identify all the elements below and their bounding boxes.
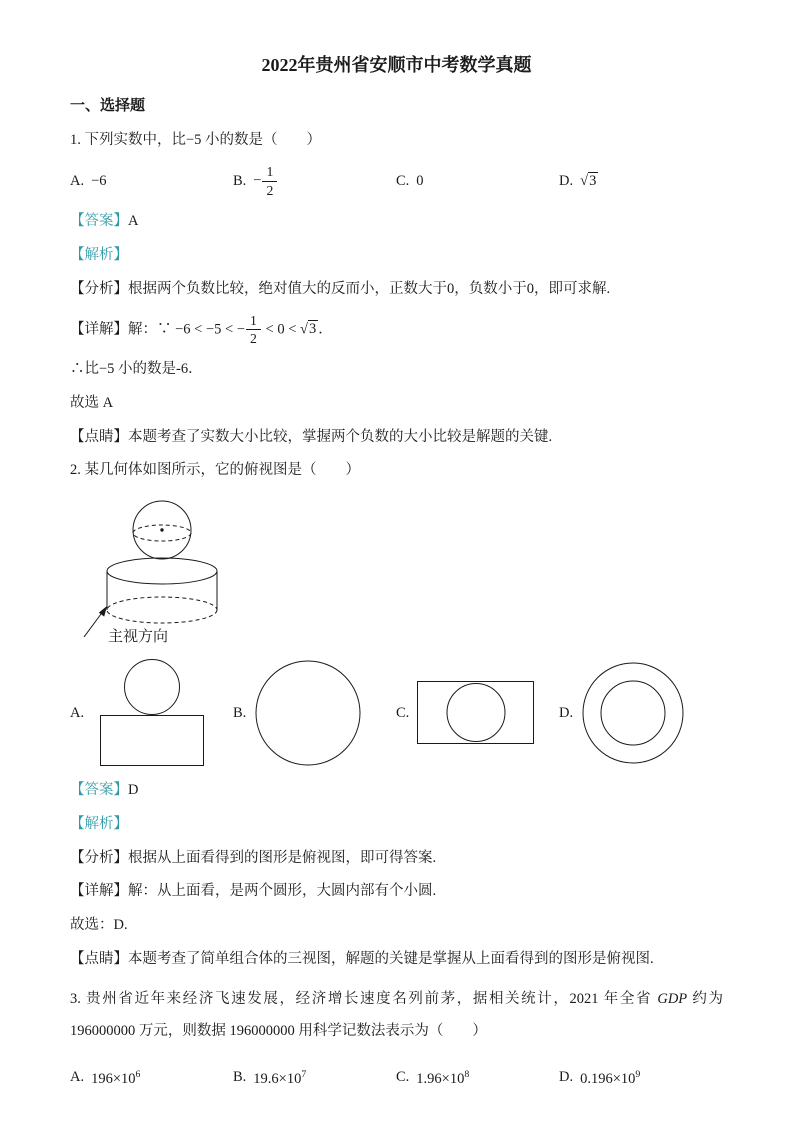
q3-option-d-base: 0.196×10 (580, 1070, 636, 1087)
q1-answer-line (70, 211, 723, 233)
fenxi-label: 【分析】 (70, 280, 128, 297)
fenxi-label: 【分析】 (70, 849, 128, 866)
q2-option-b-label: B. (233, 704, 247, 721)
q3-option-d-label: D. (559, 1069, 574, 1086)
q3-stem (70, 983, 723, 1048)
q2-note-text: 本题考查了简单组合体的三视图，解题的关键是掌握从上面看得到的图形是俯视图. (128, 950, 654, 967)
q1-option-c-label: C. (396, 172, 410, 189)
dianjing-label: 【点睛】 (70, 950, 128, 967)
q2-options (70, 658, 723, 768)
q1-option-b-label: B. (233, 172, 247, 189)
jiexi-label: 【解析】 (70, 815, 128, 832)
q1-detail-seg2: < 0 < (265, 321, 297, 338)
q3-stem-part1: 3. 贵州省近年来经济飞速发展，经济增长速度名列前茅，据相关统计，2021 年全省 (70, 990, 658, 1007)
answer-label: 【答案】 (70, 213, 128, 230)
q1-option-b (233, 164, 396, 199)
sphere-on-cylinder-figure (74, 494, 286, 644)
xiangjie-label: 【详解】 (70, 883, 128, 900)
q3-option-c-base: 1.96×10 (416, 1070, 465, 1087)
section-heading: 一、选择题 (70, 98, 146, 114)
large-circle-figure (254, 659, 362, 767)
q3-option-c-exponent: 8 (464, 1068, 470, 1080)
q2-solid-figure (74, 494, 723, 644)
q2-note-line (70, 949, 723, 971)
fraction (246, 313, 261, 348)
fraction-denominator: 2 (266, 182, 274, 198)
q3-option-c (396, 1069, 559, 1088)
q1-options (70, 163, 723, 199)
q3-option-b-value (253, 1069, 306, 1088)
q3-options (70, 1060, 723, 1096)
q1-note-line (70, 427, 723, 449)
sphere-center-dot (160, 528, 163, 531)
q1-jiexi-line (70, 245, 723, 267)
q2-option-d (559, 661, 685, 765)
q3-option-d (559, 1069, 640, 1088)
jiexi-label: 【解析】 (70, 247, 128, 263)
q2-answer-line (70, 780, 723, 802)
minus-sign: − (253, 172, 262, 189)
radicand: 3 (308, 321, 317, 338)
concentric-circles-figure (581, 661, 685, 765)
q1-option-c-value: 0 (416, 172, 424, 189)
xiangjie-label: 【详解】 (70, 321, 128, 338)
view-direction-arrow (84, 606, 107, 637)
answer-label: 【答案】 (70, 782, 128, 799)
q3-option-a-base: 196×10 (91, 1070, 136, 1087)
q1-answer-value: A (128, 213, 139, 230)
q1-detail-seg1: −6 < −5 < − (175, 321, 246, 338)
sqrt-expression (580, 173, 598, 190)
q2-option-a (70, 658, 233, 768)
circle-on-rectangle-figure (92, 658, 208, 768)
q3-option-d-value (580, 1069, 640, 1088)
q3-stem-part2: 约为 196000000 万元，则数据 196000000 用科学记数法表示为（ ） (70, 990, 724, 1040)
q2-option-a-label: A. (70, 704, 85, 721)
page-title: 2022年贵州省安顺市中考数学真题 (261, 55, 532, 75)
q2-choose: 故选：D. (70, 917, 128, 934)
q1-fenxi-text: 根据两个负数比较，绝对值大的反而小，正数大于0，负数小于0，即可求解. (128, 280, 611, 297)
fraction (262, 164, 277, 199)
q1-option-c (396, 173, 559, 190)
q1-detail-end: ． (318, 321, 333, 338)
q2-answer-value: D (128, 782, 139, 799)
q1-option-a-label: A. (70, 172, 85, 189)
q1-note-text: 本题考查了实数大小比较，掌握两个负数的大小比较是解题的关键. (128, 428, 553, 445)
dianjing-label: 【点睛】 (70, 428, 128, 445)
q1-option-d-label: D. (559, 172, 574, 189)
q3-option-b-label: B. (233, 1069, 247, 1086)
q1-stem: 1. 下列实数中，比−5 小的数是（ ） (70, 131, 322, 148)
q3-gdp-term: GDP (657, 990, 688, 1007)
radicand: 3 (589, 172, 597, 189)
q1-option-d (559, 173, 598, 190)
q2-option-c-label: C. (396, 704, 410, 721)
q1-detail-pre: 解：∵ (128, 321, 172, 338)
q2-option-d-label: D. (559, 704, 574, 721)
q1-fenxi-line (70, 279, 723, 301)
q3-option-d-exponent: 9 (635, 1068, 641, 1080)
q2-stem: 2. 某几何体如图所示，它的俯视图是（ ） (70, 462, 360, 479)
fraction-denominator: 2 (250, 331, 257, 347)
q2-option-c (396, 680, 559, 746)
q2-jiexi-line (70, 814, 723, 836)
q2-detail-line (70, 881, 723, 903)
q1-choose: 故选 A (70, 394, 114, 411)
q1-conclusion: ∴比−5 小的数是-6． (70, 361, 203, 378)
q3-option-c-label: C. (396, 1069, 410, 1086)
circle-in-rectangle-figure (417, 680, 535, 746)
q2-fenxi-text: 根据从上面看得到的图形是俯视图，即可得答案. (128, 849, 437, 866)
view-direction-label: 主视方向 (108, 629, 169, 645)
radical-sign: √ (580, 172, 589, 189)
q3-option-b-base: 19.6×10 (253, 1070, 302, 1087)
q1-option-a-value: −6 (91, 172, 107, 189)
q3-option-a-exponent: 6 (135, 1068, 141, 1080)
q1-option-a (70, 173, 233, 190)
fraction-numerator: 1 (262, 164, 277, 182)
sqrt-expression (300, 320, 318, 337)
q2-option-b (233, 659, 396, 767)
q1-option-b-value (253, 164, 278, 199)
q3-option-a (70, 1069, 233, 1088)
q3-option-b-exponent: 7 (301, 1068, 307, 1080)
q3-option-b (233, 1069, 396, 1088)
q3-option-a-label: A. (70, 1069, 85, 1086)
radical-sign: √ (300, 321, 308, 338)
q2-detail-text: 解：从上面看，是两个圆形，大圆内部有个小圆. (128, 883, 437, 900)
fraction-numerator: 1 (246, 313, 261, 331)
q3-option-a-value (91, 1069, 140, 1088)
q3-option-c-value (416, 1069, 469, 1088)
q1-detail-line (70, 313, 723, 348)
q2-fenxi-line (70, 848, 723, 870)
